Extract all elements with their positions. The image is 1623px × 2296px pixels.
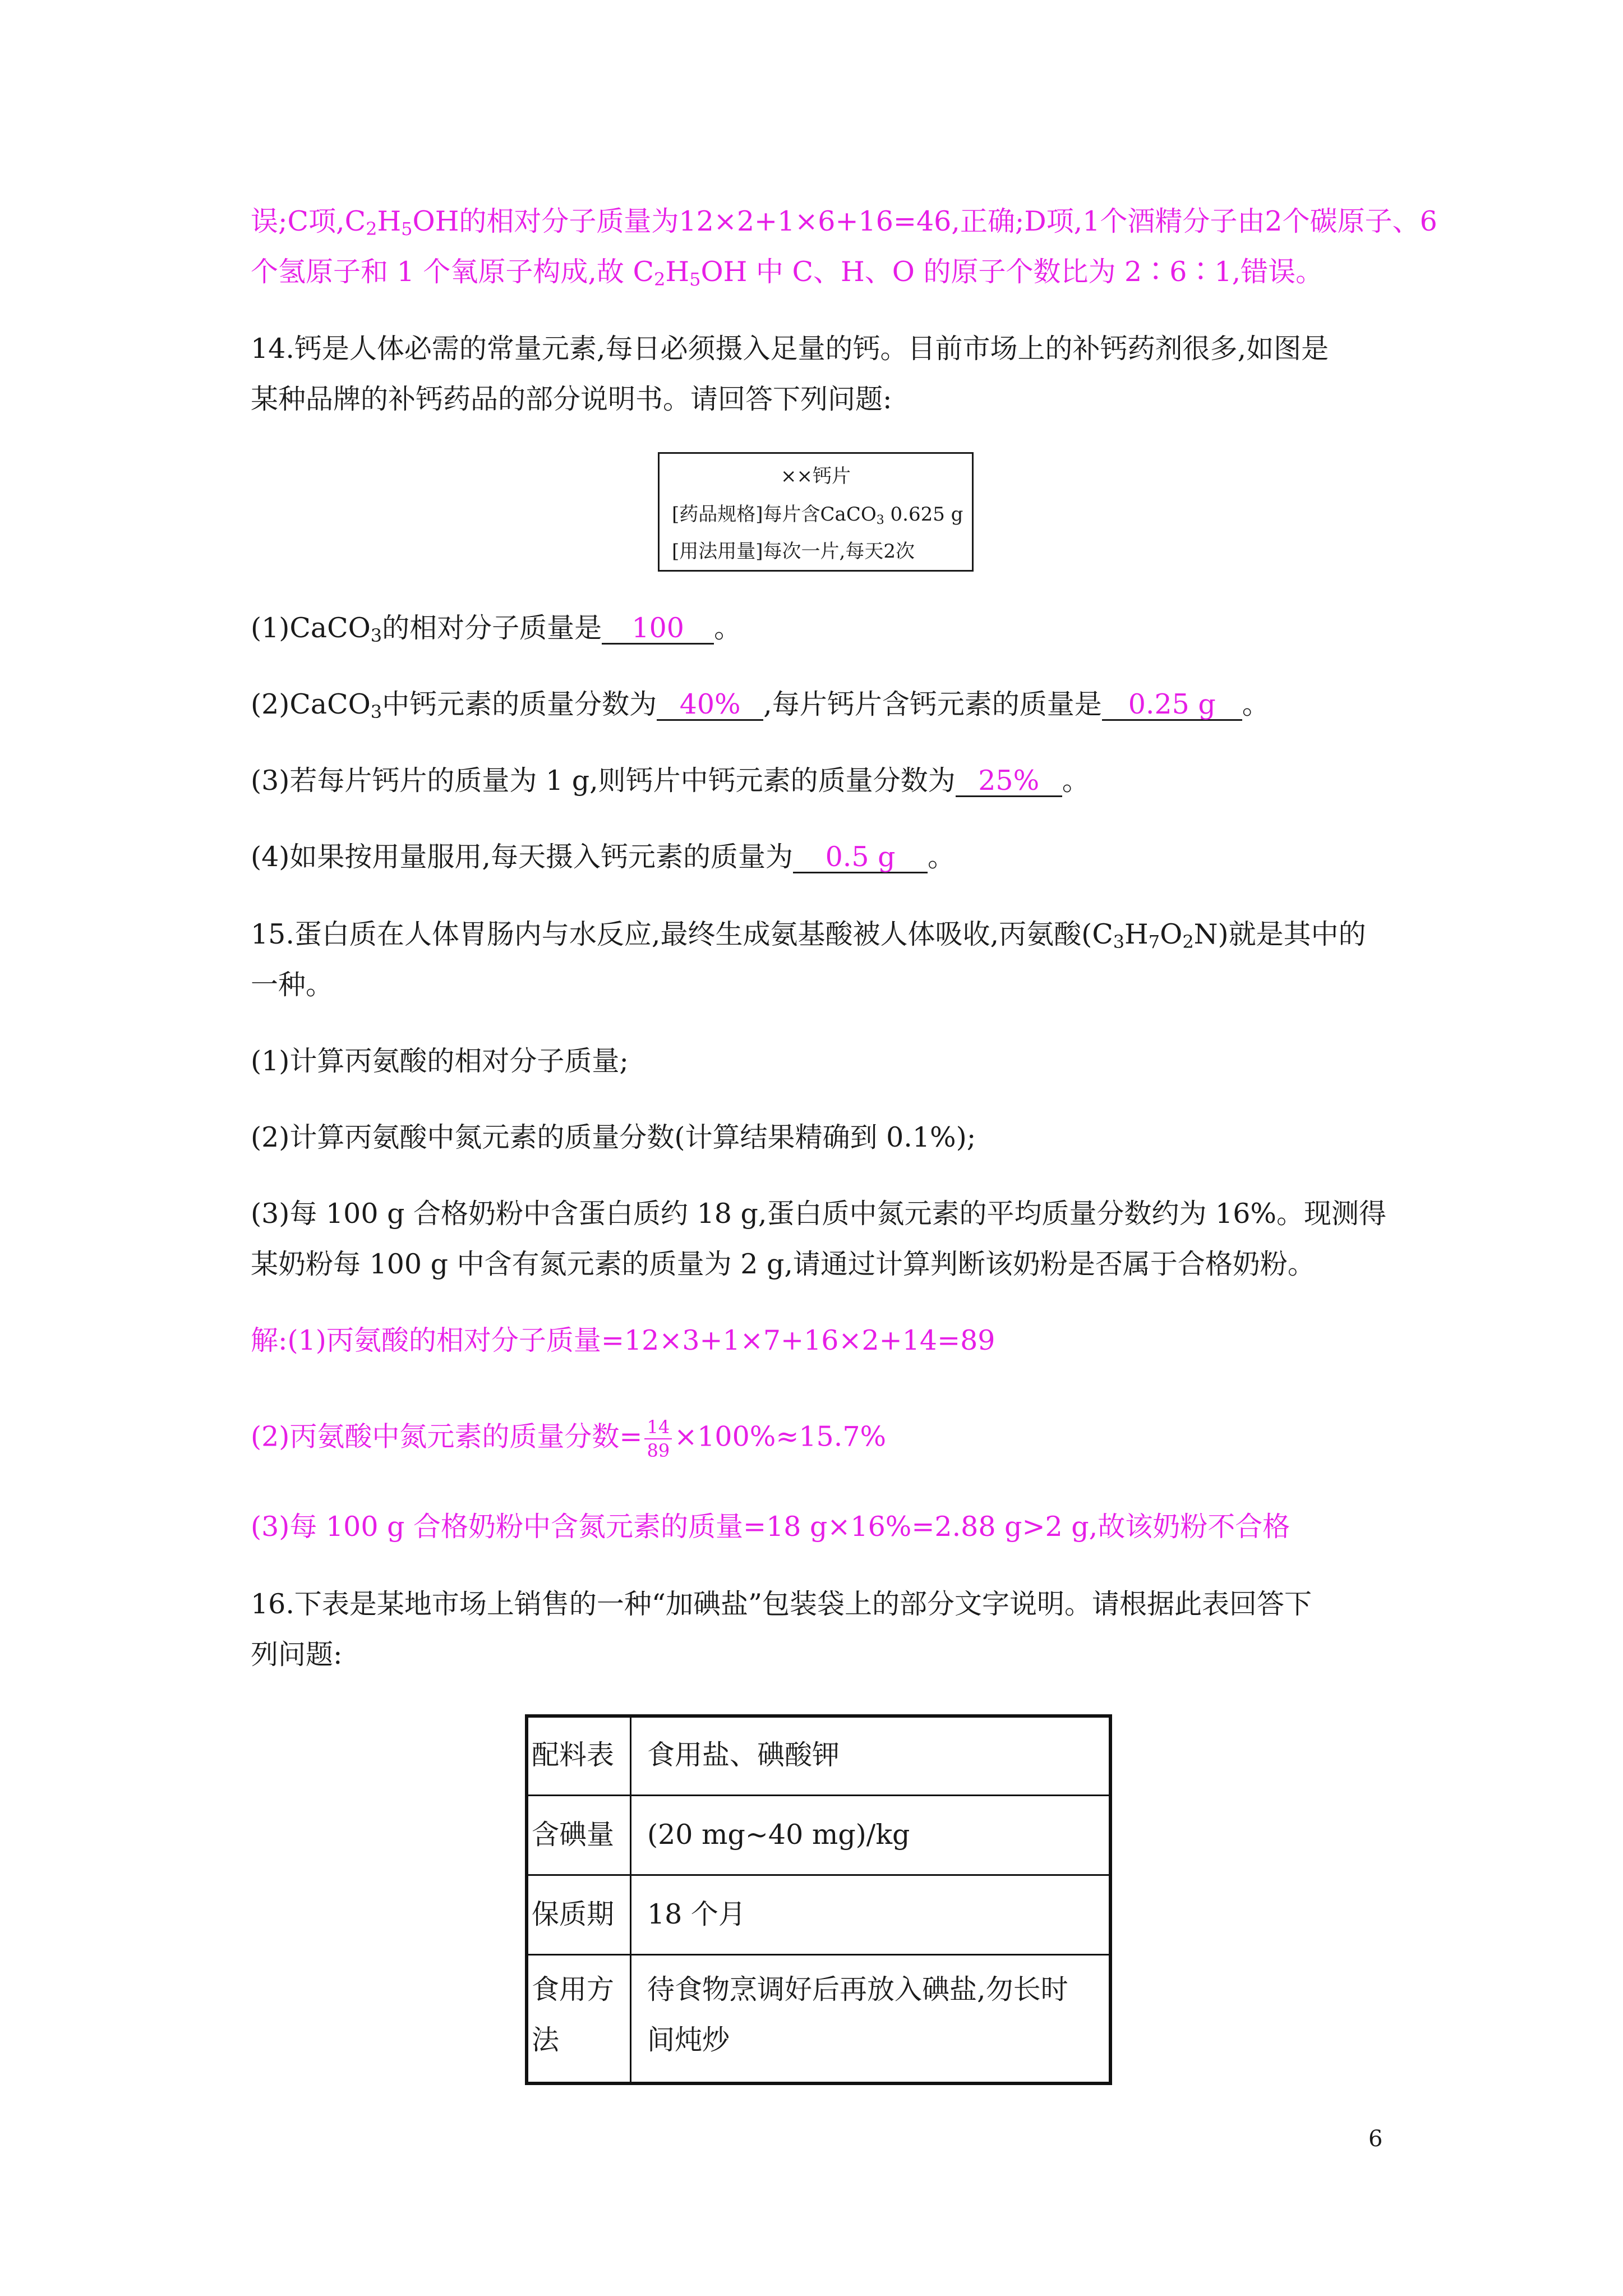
q14-answer-2a: 40% — [657, 690, 763, 721]
table-row-value: 食用盐、碘酸钾 — [647, 1739, 840, 1771]
q13-answer-line-2: 个氢原子和 1 个氧原子构成,故 $C_2H_5OH$ 中 C、H、O 的原子个数比为 2∶6∶1,错误。 — [251, 256, 1324, 290]
q15-stem-line-2: 一种。 — [251, 969, 334, 1001]
q15-solution-1: 解:(1)丙氨酸的相对分子质量=12×3+1×7+16×2+14=89 — [251, 1324, 995, 1356]
label-title: ××钙片 — [781, 465, 851, 487]
q14-part-3: (3)若每片钙片的质量为 1 g,则钙片中钙元素的质量分数为 25% 。 — [251, 765, 1090, 797]
q14-answer-3: 25% — [956, 766, 1062, 797]
table-row-label: 食用方 — [532, 1973, 615, 2005]
table-row-label: 含碘量 — [532, 1819, 615, 1851]
table-row-label: 配料表 — [532, 1739, 615, 1771]
table-row-label: 保质期 — [532, 1898, 615, 1930]
table-row-value: 间炖炒 — [647, 2024, 730, 2056]
table-row-value: (20 mg~40 mg)/kg — [647, 1819, 910, 1851]
q14-part-1: (1)CaCO$_3$的相对分子质量是 100 。 — [251, 612, 742, 646]
table-divider — [528, 1874, 1109, 1876]
q14-stem-line-1: 14.钙是人体必需的常量元素,每日必须摄入足量的钙。目前市场上的补钙药剂很多,如图是 — [251, 333, 1329, 365]
q14-stem-line-2: 某种品牌的补钙药品的部分说明书。请回答下列问题: — [251, 383, 892, 415]
fraction-14-89: $\frac{14}{89}$ — [644, 1416, 672, 1462]
iodized-salt-table — [525, 1714, 1112, 2085]
q14-part-2: (2)CaCO$_3$中钙元素的质量分数为 40% ,每片钙片含钙元素的质量是 0.25 g 。 — [251, 688, 1270, 723]
table-divider — [528, 1795, 1109, 1796]
label-usage: [用法用量]每次一片,每天2次 — [672, 540, 915, 563]
q15-part-3-line-2: 某奶粉每 100 g 中含有氮元素的质量为 2 g,请通过计算判断该奶粉是否属于合格奶粉。 — [251, 1248, 1315, 1280]
table-divider-vertical — [630, 1718, 631, 2082]
q15-part-1: (1)计算丙氨酸的相对分子质量; — [251, 1045, 629, 1077]
table-row-label: 法 — [532, 2024, 560, 2056]
q14-answer-4: 0.5 g — [793, 843, 928, 873]
q16-stem-line-2: 列问题: — [251, 1639, 343, 1671]
calcium-tablet-label — [658, 452, 974, 572]
q14-part-4: (4)如果按用量服用,每天摄入钙元素的质量为 0.5 g 。 — [251, 841, 956, 873]
q14-answer-2b: 0.25 g — [1102, 690, 1242, 721]
q13-answer-line-1: 误;C项$,C_2H_5OH$的相对分子质量为12×2+1×6+16=46,正确;D项,1个酒精分子由2个碳原子、6 — [251, 205, 1437, 240]
q14-answer-1: 100 — [602, 614, 714, 645]
table-divider — [528, 1954, 1109, 1955]
q15-part-2: (2)计算丙氨酸中氮元素的质量分数(计算结果精确到 0.1%); — [251, 1121, 976, 1153]
q15-part-3-line-1: (3)每 100 g 合格奶粉中含蛋白质约 18 g,蛋白质中氮元素的平均质量分数约为 16%。现测得 — [251, 1198, 1386, 1230]
q15-solution-3: (3)每 100 g 合格奶粉中含氮元素的质量=18 g×16%=2.88 g>2 g,故该奶粉不合格 — [251, 1511, 1290, 1543]
label-spec: [药品规格]每片含CaCO$_3$ 0.625 g — [672, 503, 963, 527]
page-number: 6 — [1368, 2126, 1383, 2152]
q15-solution-2: (2)丙氨酸中氮元素的质量分数= $\frac{14}{89}$ ×100%≈15.7% — [251, 1416, 887, 1461]
q15-stem-line-1: 15.蛋白质在人体胃肠内与水反应,最终生成氨基酸被人体吸收,丙氨酸$(C_3H_7O_2N)$就是其中的 — [251, 918, 1366, 953]
table-row-value: 待食物烹调好后再放入碘盐,勿长时 — [647, 1973, 1068, 2005]
q16-stem-line-1: 16.下表是某地市场上销售的一种“加碘盐”包装袋上的部分文字说明。请根据此表回答下 — [251, 1588, 1312, 1620]
table-row-value: 18 个月 — [647, 1898, 746, 1930]
